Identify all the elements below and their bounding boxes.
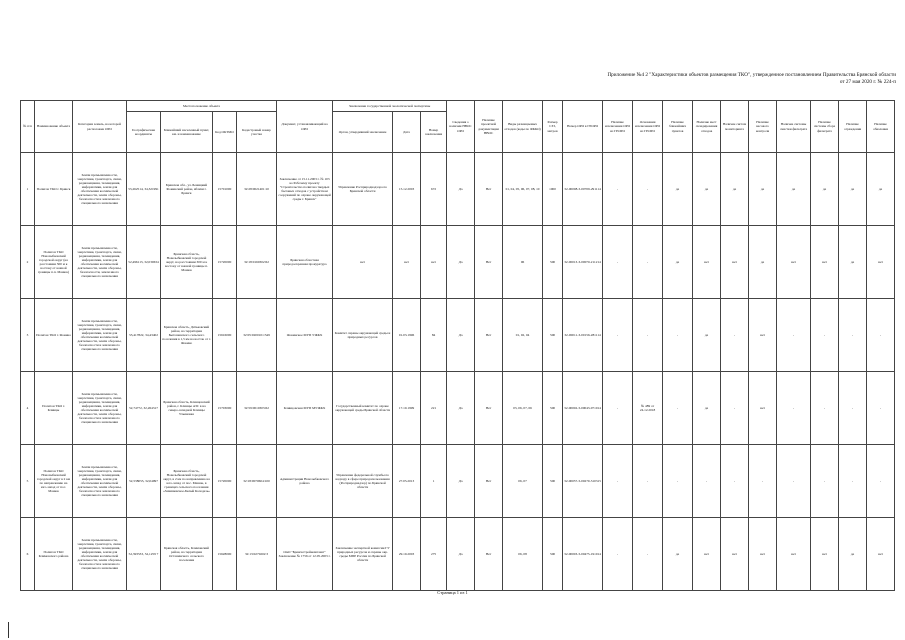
object-name: Полигон ТКО г. Фокино bbox=[35, 299, 73, 372]
land-category: Земли промышленности, энергетики, транспорта, связи, радиовещания, телевидения, информатики, земли для обеспечения космической деятельности, земли обороны, безопасности, земли иного специального назначения bbox=[73, 226, 127, 299]
check-cell: нет bbox=[693, 518, 721, 591]
check-cell: - bbox=[777, 445, 811, 518]
header-cell: № п/п bbox=[21, 101, 35, 153]
land-category: Земли промышленности, энергетики, транспорта, связи, радиовещания, телевидения, информатики, земли для обеспечения космической деятельности, земли обороны, безопасности и земли иного специального назначения bbox=[73, 372, 127, 445]
coordinates: 53,262514, 34,321991 bbox=[127, 153, 161, 226]
header-cell: Категории земель, на которой расположен ОРО bbox=[73, 101, 127, 153]
table-row bbox=[21, 518, 895, 591]
conclusion-number: 1 bbox=[421, 445, 447, 518]
authority: Управление Росприроднадзора по Брянской области bbox=[333, 153, 393, 226]
check-cell: да bbox=[693, 153, 721, 226]
conclusion-number: 221 bbox=[421, 372, 447, 445]
check-cell: нет bbox=[721, 226, 749, 299]
check-cell: - bbox=[693, 445, 721, 518]
coordinates: 53,417822, 34,43402 bbox=[127, 299, 161, 372]
nvos: Да bbox=[447, 372, 475, 445]
header-cell: Документ, устанавливающий на ОРО bbox=[277, 101, 333, 153]
date: 29.10.2003 bbox=[393, 518, 421, 591]
check-cell: да bbox=[839, 226, 867, 299]
conclusion-number: 275 bbox=[421, 518, 447, 591]
check-cell: - bbox=[811, 445, 839, 518]
check-cell: - bbox=[721, 299, 749, 372]
land-category: Земли промышленности, энергетики, транспорта, связи, радиовещания, телевидения, информатики, земли для обеспечения космической деятельности, земли обороны, безопасности и земли иного специального назначения bbox=[73, 445, 127, 518]
check-cell: нет bbox=[811, 226, 839, 299]
object-name: Полигон ТКО Новозыбковский городской округ в 2 км по направлению на юго-запад от пос. Манюк bbox=[35, 445, 73, 518]
check-cell: - bbox=[867, 445, 895, 518]
check-cell: - bbox=[663, 299, 693, 372]
date: 27.05.2013 bbox=[393, 445, 421, 518]
exclusion-reason: - bbox=[633, 226, 663, 299]
szz-size: 500 bbox=[543, 445, 563, 518]
cadastre-number: 32:28:0021401:10 bbox=[237, 153, 277, 226]
check-cell: нет bbox=[811, 518, 839, 591]
check-cell: - bbox=[777, 372, 811, 445]
conclusion-number: 84 bbox=[421, 299, 447, 372]
table-row bbox=[21, 153, 895, 226]
coordinates: 52,496113, 32,030634 bbox=[127, 226, 161, 299]
groro-number: 32-00011-З-00156-281114 bbox=[563, 299, 603, 372]
nvos: Да bbox=[447, 299, 475, 372]
settlement: Брянская обл., ул. Бежицкий Фокинский район, вблизи г. Брянск bbox=[161, 153, 213, 226]
project-docs: Нет bbox=[475, 226, 503, 299]
document: Фокинское МУП УЖКХ bbox=[277, 299, 333, 372]
table-row bbox=[21, 299, 895, 372]
nvos: Да bbox=[447, 518, 475, 591]
project-docs: Нет bbox=[475, 518, 503, 591]
header-group-location: Местоположение объекта bbox=[127, 101, 277, 112]
header-cell: Наличие мест складирования отходов bbox=[693, 101, 721, 153]
header-cell: Кадастровый номер участка bbox=[237, 112, 277, 153]
oktmo-code: 15720000 bbox=[213, 226, 237, 299]
check-cell: нет bbox=[749, 372, 777, 445]
header-cell: Наличие обваловки bbox=[867, 101, 895, 153]
check-cell: - bbox=[777, 299, 811, 372]
document: Клинцовская МУП МУЖКХ bbox=[277, 372, 333, 445]
check-cell: да bbox=[663, 518, 693, 591]
check-cell: - bbox=[749, 445, 777, 518]
object-name: Полигон ТКО Новозыбковский городской округ (на расстоянии 300 м к востоку от южной границы п.п. Манюк) bbox=[35, 226, 73, 299]
document: Заключение от 15.11.2003 г. № 103 ко Рабочему проекту "Строительство полигона твердых бытовых отходов с устройством сооружений по охране окружающей среды г. Брянск" bbox=[277, 153, 333, 226]
header-cell: Сведения о наличии НВОС ОРО bbox=[447, 101, 475, 153]
check-cell: да bbox=[663, 153, 693, 226]
cadastre-number: 32:13:0270202:3 bbox=[237, 518, 277, 591]
check-cell: - bbox=[663, 445, 693, 518]
fkko-codes: 01, 02, 04 bbox=[503, 299, 543, 372]
oktmo-code: 15701000 bbox=[213, 153, 237, 226]
header-cell: Наличие исключения ОРО из ГРОРО bbox=[603, 101, 633, 153]
header-cell: Ближайший населенный пункт, км. и наименование bbox=[161, 112, 213, 153]
groro-number: 32-00008-3-00709-291114 bbox=[563, 153, 603, 226]
exclusion: - bbox=[603, 445, 633, 518]
groro-number: 32-00002-З-00043-071014 bbox=[563, 372, 603, 445]
header-cell: Код ОКТМО bbox=[213, 112, 237, 153]
settlement: Брянская область, Клинцовский район, г. Клинцы АЗС в на северо-западной Клинцы Ульяновка bbox=[161, 372, 213, 445]
nvos: Да bbox=[447, 445, 475, 518]
authority: нет bbox=[333, 226, 393, 299]
document: Администрация Новозыбковского района bbox=[277, 445, 333, 518]
header-row-group bbox=[21, 101, 895, 112]
settlement: Брянская область, Новозыбковский городской округ, на расстоянии 300 м к востоку от южной границы п. Манюк bbox=[161, 226, 213, 299]
fkko-codes: 06, 08 bbox=[503, 518, 543, 591]
header-cell: Наименование объекта bbox=[35, 101, 73, 153]
header-cell: Наличие систем мониторинга bbox=[721, 101, 749, 153]
header-cell: Дата bbox=[393, 112, 421, 153]
check-cell: да bbox=[839, 518, 867, 591]
conclusion-number: нет bbox=[421, 226, 447, 299]
row-number: 6 bbox=[21, 518, 35, 591]
row-number: 4 bbox=[21, 372, 35, 445]
check-cell: да bbox=[721, 153, 749, 226]
exclusion-reason: № 489 от 24.12.2018 bbox=[633, 372, 663, 445]
object-name: Полигон ТКО г. Клинцы bbox=[35, 372, 73, 445]
oktmo-code: 15720000 bbox=[213, 445, 237, 518]
nvos: Да bbox=[447, 226, 475, 299]
oktmo-code: 15616000 bbox=[213, 299, 237, 372]
check-cell: - bbox=[811, 299, 839, 372]
table-row bbox=[21, 445, 895, 518]
cadastre-number: 32:05:0200101:349 bbox=[237, 299, 277, 372]
coordinates: 52,74772, 32,264317 bbox=[127, 372, 161, 445]
exclusion: - bbox=[603, 226, 633, 299]
exclusion-reason: - bbox=[633, 518, 663, 591]
document: Брянская областная природоохранная прокуратура bbox=[277, 226, 333, 299]
settlement: Брянская область, Дятьковский район, на территории Бытошевского сельского поселения в 1,5 км на восток от г. Фокино bbox=[161, 299, 213, 372]
header-cell: Наличие проектной документации НВОС bbox=[475, 101, 503, 153]
land-category: Земли промышленности, энергетики, транспорта, связи, радиовещания, телевидения, информатики, земли для обеспечения космической деятельности, земли обороны, безопасности и земли иного специального назначения bbox=[73, 299, 127, 372]
groro-number: 32-00013-З-00070-211214 bbox=[563, 226, 603, 299]
header-cell: Географические координаты bbox=[127, 112, 161, 153]
row-number: 1 bbox=[21, 153, 35, 226]
cadastre-number: 32:18:0070604:100 bbox=[237, 445, 277, 518]
check-cell: - bbox=[839, 372, 867, 445]
objects-register-table bbox=[20, 100, 895, 591]
oktmo-code: 15703000 bbox=[213, 372, 237, 445]
exclusion: - bbox=[603, 518, 633, 591]
check-cell: нет bbox=[721, 518, 749, 591]
szz-size: 500 bbox=[543, 299, 563, 372]
table-row bbox=[21, 372, 895, 445]
check-cell: да bbox=[839, 153, 867, 226]
document-header-note: Приложение №4 2 "Характеристики объектов размещения ТКО", утвержденное постановлением Правительства Брянской области от 27 мая 2020 г. № 224-п bbox=[607, 72, 896, 85]
date: 17.10.1999 bbox=[393, 372, 421, 445]
header-cell: Основания исключения ОРО из ГРОРО bbox=[633, 101, 663, 153]
table-row bbox=[21, 226, 895, 299]
header-cell: Наличие весового контроля bbox=[749, 101, 777, 153]
szz-size: 500 bbox=[543, 518, 563, 591]
check-cell: - bbox=[839, 299, 867, 372]
header-cell: Орган, утвердивший заключение bbox=[333, 112, 393, 153]
check-cell: нет bbox=[867, 518, 895, 591]
check-cell: - bbox=[721, 372, 749, 445]
check-cell: - bbox=[839, 445, 867, 518]
fkko-codes: 03, 06, 07, 06 bbox=[503, 372, 543, 445]
document: ОАО "Брянскстройкомплект" Заключение № 1756 от 12.05.2003 г. bbox=[277, 518, 333, 591]
header-cell: Размер СЗЗ, метров bbox=[543, 101, 563, 153]
header-group-license: Заключение государственной экологической экспертизы bbox=[333, 101, 447, 112]
header-cell: Виды размещаемых отходов (коды по ФККО) bbox=[503, 101, 543, 153]
check-cell: - bbox=[663, 372, 693, 445]
authority: Заключение экспертной комиссии ГУ природных ресурсов и охраны окр. среды МПР России по Брянской области bbox=[333, 518, 393, 591]
check-cell: да bbox=[811, 153, 839, 226]
date: 15.12.2003 bbox=[393, 153, 421, 226]
check-cell: да bbox=[777, 153, 811, 226]
exclusion: - bbox=[603, 153, 633, 226]
land-category: Земли промышленности, энергетики, транспорта, связи, радиовещания, телевидения, информатики, земли для обеспечения космической деятельности, земли обороны, безопасности и земли иного специального назначения bbox=[73, 518, 127, 591]
check-cell: да bbox=[663, 226, 693, 299]
date: нет bbox=[393, 226, 421, 299]
check-cell: нет bbox=[867, 226, 895, 299]
check-cell: нет bbox=[749, 518, 777, 591]
row-number: 5 bbox=[21, 445, 35, 518]
nvos: Да bbox=[447, 153, 475, 226]
project-docs: Нет bbox=[475, 299, 503, 372]
check-cell: да bbox=[749, 226, 777, 299]
header-cell: Наличие системы очистки фильтрата bbox=[777, 101, 811, 153]
authority: Управление федеральной службы по надзору в сфере природопользования (Росприроднадзор) по Брянской области bbox=[333, 445, 393, 518]
fkko-codes: 06 bbox=[503, 226, 543, 299]
header-cell: Наличие ближайших пунктов bbox=[663, 101, 693, 153]
check-cell: - bbox=[721, 445, 749, 518]
groro-number: 32-00037-З-00270-310315 bbox=[563, 445, 603, 518]
coordinates: 52,393533, 32,1259 7 bbox=[127, 518, 161, 591]
header-cell: Номер ОРО в ГРОРО bbox=[563, 101, 603, 153]
check-cell: нет bbox=[693, 226, 721, 299]
authority: Государственный комитет по охране окружающей среды Брянской области bbox=[333, 372, 393, 445]
settlement: Брянская область, Новозыбковский городской округ, в 2 км по направлению на юго-запад от пос. Манюк, в границах сельского поселения «Замишевское-Белый Колодезь» bbox=[161, 445, 213, 518]
check-cell: да bbox=[749, 153, 777, 226]
check-cell: да bbox=[693, 299, 721, 372]
szz-size: 500 bbox=[543, 372, 563, 445]
exclusion: - bbox=[603, 299, 633, 372]
header-cell: Наличие системы сбора фильтрата bbox=[811, 101, 839, 153]
exclusion-reason: - bbox=[633, 153, 663, 226]
date: 01.03.1996 bbox=[393, 299, 421, 372]
groro-number: 32-00003-З-00475-191014 bbox=[563, 518, 603, 591]
szz-size: 500 bbox=[543, 226, 563, 299]
exclusion-reason: - bbox=[633, 445, 663, 518]
coordinates: 52,538053, 32,04997 bbox=[127, 445, 161, 518]
oktmo-code: 15628000 bbox=[213, 518, 237, 591]
szz-size: 1000 bbox=[543, 153, 563, 226]
check-cell: да bbox=[693, 372, 721, 445]
check-cell: - bbox=[867, 372, 895, 445]
land-category: Земли промышленности, энергетики, транспорта, связи, радиовещания, телевидения, информатики, земли для обеспечения космической деятельности, земли обороны, безопасности и земли иного специального назначения bbox=[73, 153, 127, 226]
scan-edge-mark bbox=[8, 622, 9, 638]
check-cell: нет bbox=[777, 226, 811, 299]
exclusion-reason: - bbox=[633, 299, 663, 372]
row-number: 3 bbox=[21, 299, 35, 372]
cadastre-number: 32:18:0160302:62 bbox=[237, 226, 277, 299]
check-cell: нет bbox=[749, 299, 777, 372]
fkko-codes: 01, 04, 05, 06, 07, 08, 10 bbox=[503, 153, 543, 226]
row-number: 2 bbox=[21, 226, 35, 299]
check-cell: - bbox=[867, 299, 895, 372]
header-cell: Наличие ограждения bbox=[839, 101, 867, 153]
fkko-codes: 06, 07 bbox=[503, 445, 543, 518]
settlement: Брянская область, Климовский район, на территории Останинского сельского поселения bbox=[161, 518, 213, 591]
check-cell: нет bbox=[777, 518, 811, 591]
authority: Комитет охраны окружающей среды и природных ресурсов bbox=[333, 299, 393, 372]
check-cell: - bbox=[811, 372, 839, 445]
cadastre-number: 32:59:0010303:62 bbox=[237, 372, 277, 445]
project-docs: Нет bbox=[475, 153, 503, 226]
exclusion: - bbox=[603, 372, 633, 445]
project-docs: Нет bbox=[475, 445, 503, 518]
object-name: Полигон ТКО г. Брянск bbox=[35, 153, 73, 226]
page-footer: Страница 1 из 1 bbox=[437, 590, 468, 595]
check-cell: да bbox=[867, 153, 895, 226]
object-name: Полигон ТКО Климовского района bbox=[35, 518, 73, 591]
project-docs: Нет bbox=[475, 372, 503, 445]
header-cell: Номер заключения bbox=[421, 112, 447, 153]
conclusion-number: 672 bbox=[421, 153, 447, 226]
